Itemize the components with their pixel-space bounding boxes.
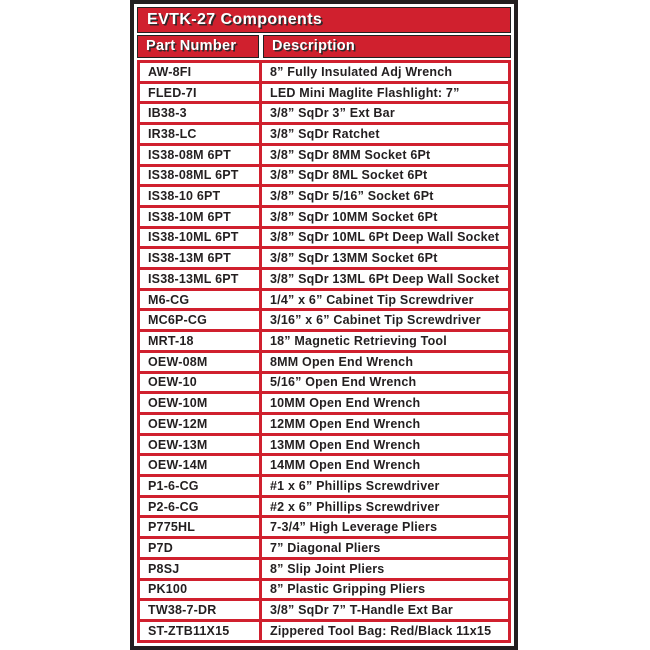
part-number-cell: OEW-12M <box>139 413 261 434</box>
part-number-cell: IS38-13ML 6PT <box>139 269 261 290</box>
description-cell: 3/8” SqDr 8ML Socket 6Pt <box>261 165 510 186</box>
description-cell: 12MM Open End Wrench <box>261 413 510 434</box>
table-row <box>139 124 510 145</box>
part-number-cell: OEW-13M <box>139 434 261 455</box>
part-number-cell: OEW-08M <box>139 351 261 372</box>
description-cell: 3/8” SqDr 13MM Socket 6Pt <box>261 248 510 269</box>
description-cell: 3/8” SqDr 5/16” Socket 6Pt <box>261 186 510 207</box>
table-row <box>139 538 510 559</box>
parts-table <box>137 60 511 643</box>
description-cell: 3/16” x 6” Cabinet Tip Screwdriver <box>261 310 510 331</box>
table-header-row <box>137 35 511 58</box>
column-header-description: Description <box>263 35 511 58</box>
part-number-cell: IS38-08M 6PT <box>139 144 261 165</box>
components-table-frame <box>130 0 518 650</box>
part-number-cell: IS38-10 6PT <box>139 186 261 207</box>
table-row <box>139 310 510 331</box>
part-number-cell: IS38-10M 6PT <box>139 206 261 227</box>
table-row <box>139 434 510 455</box>
description-cell: 3/8” SqDr 13ML 6Pt Deep Wall Socket <box>261 269 510 290</box>
table-row <box>139 186 510 207</box>
table-row <box>139 558 510 579</box>
table-row <box>139 331 510 352</box>
part-number-cell: IB38-3 <box>139 103 261 124</box>
part-number-cell: IS38-08ML 6PT <box>139 165 261 186</box>
table-row <box>139 620 510 641</box>
description-cell: 13MM Open End Wrench <box>261 434 510 455</box>
table-row <box>139 476 510 497</box>
description-cell: 1/4” x 6” Cabinet Tip Screwdriver <box>261 289 510 310</box>
description-cell: 3/8” SqDr 7” T-Handle Ext Bar <box>261 600 510 621</box>
table-row <box>139 103 510 124</box>
part-number-cell: MC6P-CG <box>139 310 261 331</box>
description-cell: 8MM Open End Wrench <box>261 351 510 372</box>
table-title: EVTK-27 Components <box>137 7 511 33</box>
table-row <box>139 600 510 621</box>
description-cell: 8” Fully Insulated Adj Wrench <box>261 62 510 83</box>
table-row <box>139 455 510 476</box>
part-number-cell: OEW-14M <box>139 455 261 476</box>
description-cell: 3/8” SqDr 3” Ext Bar <box>261 103 510 124</box>
table-body-wrap <box>137 60 511 643</box>
description-cell: #1 x 6” Phillips Screwdriver <box>261 476 510 497</box>
table-row <box>139 248 510 269</box>
part-number-cell: OEW-10M <box>139 393 261 414</box>
description-cell: 8” Slip Joint Pliers <box>261 558 510 579</box>
table-row <box>139 413 510 434</box>
part-number-cell: IR38-LC <box>139 124 261 145</box>
description-cell: 18” Magnetic Retrieving Tool <box>261 331 510 352</box>
description-cell: 10MM Open End Wrench <box>261 393 510 414</box>
table-row <box>139 206 510 227</box>
description-cell: 3/8” SqDr 8MM Socket 6Pt <box>261 144 510 165</box>
description-cell: 14MM Open End Wrench <box>261 455 510 476</box>
part-number-cell: IS38-10ML 6PT <box>139 227 261 248</box>
components-table <box>134 4 514 646</box>
description-cell: 3/8” SqDr Ratchet <box>261 124 510 145</box>
column-header-part-number: Part Number <box>137 35 259 58</box>
description-cell: 3/8” SqDr 10ML 6Pt Deep Wall Socket <box>261 227 510 248</box>
table-row <box>139 62 510 83</box>
part-number-cell: IS38-13M 6PT <box>139 248 261 269</box>
table-row <box>139 351 510 372</box>
part-number-cell: P1-6-CG <box>139 476 261 497</box>
table-row <box>139 269 510 290</box>
description-cell: Zippered Tool Bag: Red/Black 11x15 <box>261 620 510 641</box>
table-row <box>139 289 510 310</box>
table-row <box>139 372 510 393</box>
description-cell: 7-3/4” High Leverage Pliers <box>261 517 510 538</box>
part-number-cell: FLED-7I <box>139 82 261 103</box>
table-row <box>139 579 510 600</box>
part-number-cell: OEW-10 <box>139 372 261 393</box>
description-cell: 7” Diagonal Pliers <box>261 538 510 559</box>
part-number-cell: ST-ZTB11X15 <box>139 620 261 641</box>
table-row <box>139 496 510 517</box>
part-number-cell: AW-8FI <box>139 62 261 83</box>
part-number-cell: M6-CG <box>139 289 261 310</box>
table-row <box>139 227 510 248</box>
table-row <box>139 144 510 165</box>
table-row <box>139 393 510 414</box>
part-number-cell: P2-6-CG <box>139 496 261 517</box>
table-row <box>139 517 510 538</box>
description-cell: LED Mini Maglite Flashlight: 7” <box>261 82 510 103</box>
description-cell: 3/8” SqDr 10MM Socket 6Pt <box>261 206 510 227</box>
description-cell: 8” Plastic Gripping Pliers <box>261 579 510 600</box>
table-row <box>139 165 510 186</box>
description-cell: 5/16” Open End Wrench <box>261 372 510 393</box>
description-cell: #2 x 6” Phillips Screwdriver <box>261 496 510 517</box>
part-number-cell: P8SJ <box>139 558 261 579</box>
part-number-cell: TW38-7-DR <box>139 600 261 621</box>
part-number-cell: PK100 <box>139 579 261 600</box>
part-number-cell: MRT-18 <box>139 331 261 352</box>
table-row <box>139 82 510 103</box>
part-number-cell: P7D <box>139 538 261 559</box>
part-number-cell: P775HL <box>139 517 261 538</box>
